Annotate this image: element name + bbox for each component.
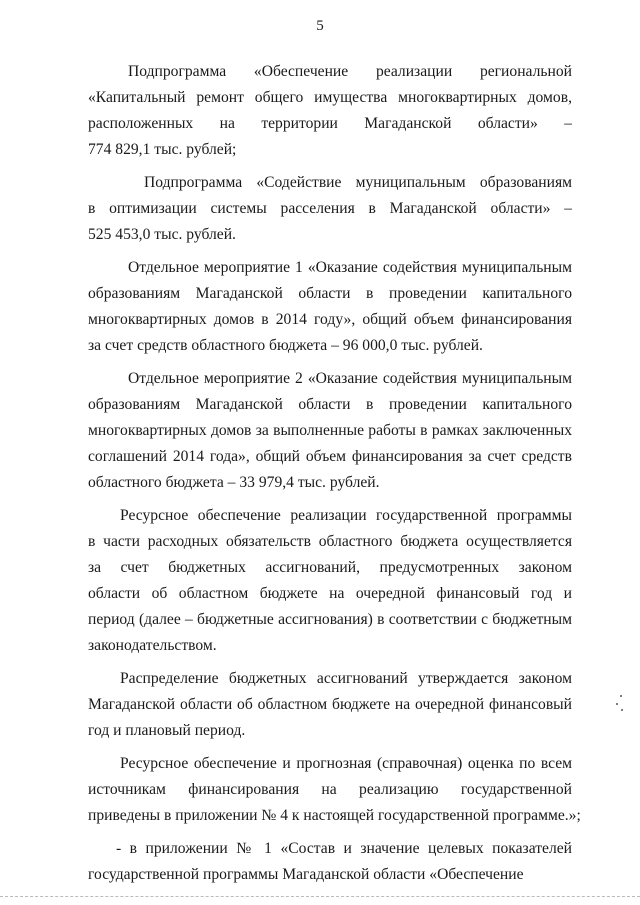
paragraph-line: области об областном бюджете на очередной финансовый год и <box>88 585 572 602</box>
paragraph-line: образованиям Магаданской области в проведении капитального <box>88 285 572 302</box>
paragraph-line: за счет бюджетных ассигнований, предусмотренных законом <box>88 559 572 576</box>
paragraph-line: государственной программы Магаданской области «Обеспечение <box>88 866 524 883</box>
page-number: 5 <box>316 18 324 34</box>
paragraph-line: за счет средств областного бюджета – 96 000,0 тыс. рублей. <box>88 337 483 354</box>
paragraph-line: в части расходных обязательств областного бюджета осуществляется <box>88 533 572 550</box>
paragraph <box>88 666 572 744</box>
paragraph-line: законодательством. <box>88 637 217 654</box>
paragraph-line: - в приложении № 1 «Состав и значение целевых показателей <box>116 840 572 857</box>
paragraph-line: источникам финансирования на реализацию государственной <box>88 781 572 798</box>
document-body <box>88 59 581 895</box>
paragraph-line: Подпрограмма «Содействие муниципальным образованиям <box>144 174 572 191</box>
paragraph-line: Отдельное мероприятие 2 «Оказание содействия муниципальным <box>128 370 572 387</box>
paragraph <box>88 503 572 659</box>
paragraph-line: Распределение бюджетных ассигнований утверждается законом <box>120 670 572 687</box>
paragraph-line: областного бюджета – 33 979,4 тыс. рублей. <box>88 474 380 491</box>
paragraph-line: в оптимизации системы расселения в Магаданской области» – <box>88 200 572 217</box>
paragraph-line: многоквартирных домов в 2014 году», общий объем финансирования <box>88 311 572 328</box>
paragraph-line: год и плановый период. <box>88 722 246 739</box>
scan-bottom-edge <box>0 896 640 897</box>
paragraph-line: Магаданской области об областном бюджете на очередной финансовый <box>88 696 572 713</box>
paragraph-line: Ресурсное обеспечение реализации государственной программы <box>120 507 572 524</box>
paragraph-line: Подпрограмма «Обеспечение реализации региональной <box>128 63 572 80</box>
paragraph <box>88 59 572 163</box>
paragraph-line: Ресурсное обеспечение и прогнозная (справочная) оценка по всем <box>120 755 572 772</box>
paragraph-line: соглашений 2014 года», общий объем финансирования за счет средств <box>88 448 572 465</box>
paragraph-line: «Капитальный ремонт общего имущества многоквартирных домов, <box>88 89 572 106</box>
scan-artifact-dots <box>614 695 624 715</box>
paragraph-line: образованиям Магаданской области в проведении капитального <box>88 396 572 413</box>
paragraph <box>88 366 572 496</box>
paragraph <box>88 836 572 888</box>
paragraph <box>88 170 572 248</box>
paragraph-line: расположенных на территории Магаданской области» – <box>88 115 572 132</box>
paragraph-line: приведены в приложении № 4 к настоящей государственной программе.»; <box>88 807 581 824</box>
paragraph-line: 774 829,1 тыс. рублей; <box>88 141 237 158</box>
paragraph-line: многоквартирных домов за выполненные работы в рамках заключенных <box>88 422 572 439</box>
paragraph-line: Отдельное мероприятие 1 «Оказание содействия муниципальным <box>128 259 572 276</box>
paragraph-line: 525 453,0 тыс. рублей. <box>88 226 236 243</box>
paragraph <box>88 255 572 359</box>
paragraph <box>88 751 581 829</box>
paragraph-line: период (далее – бюджетные ассигнования) в соответствии с бюджетным <box>88 611 572 628</box>
